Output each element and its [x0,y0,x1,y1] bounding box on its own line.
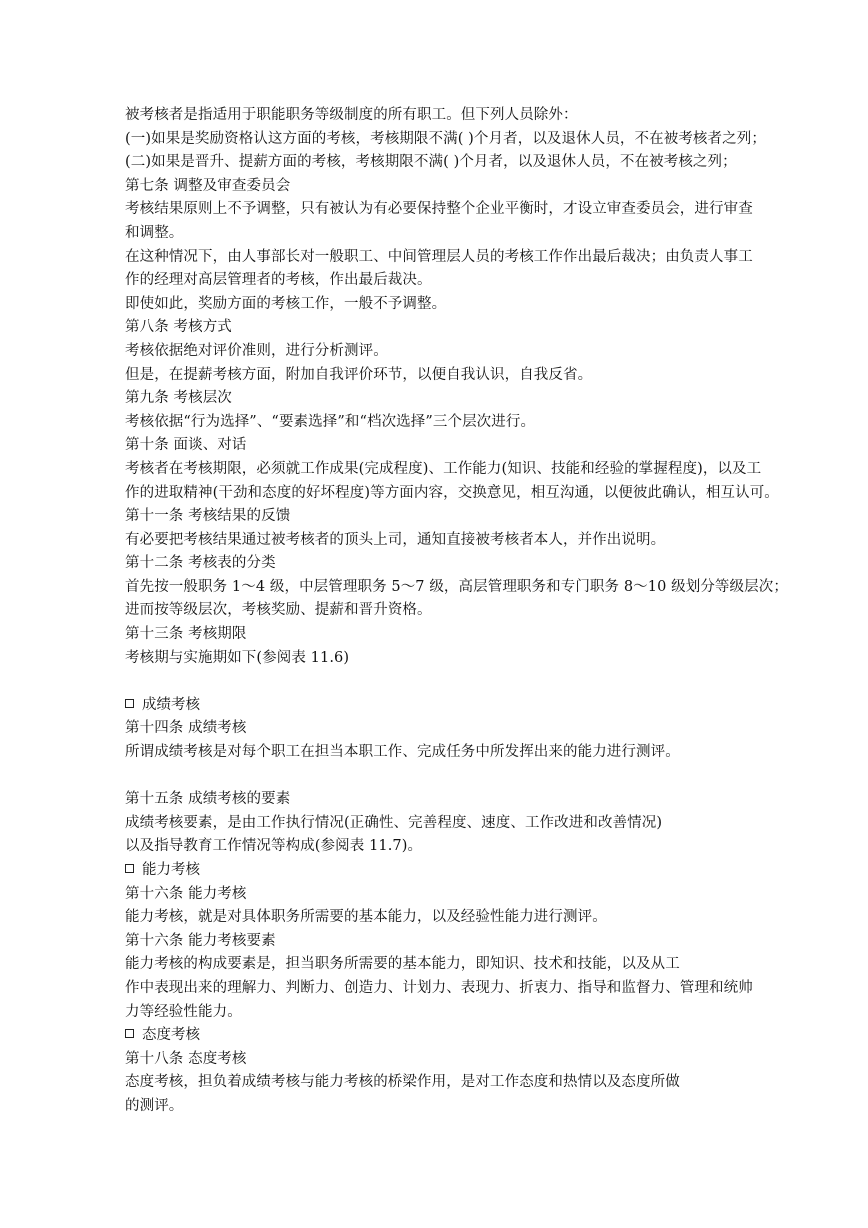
spacer [125,765,790,789]
article-heading: 第七条 调整及审查委员会 [125,177,291,194]
spacer [125,670,790,694]
section-heading-attitude [125,1024,790,1048]
text-line: 能力考核的构成要素是，担当职务所需要的基本能力，即知识、技术和技能，以及从工 [125,956,680,973]
article-heading: 第十四条 成绩考核 [125,720,247,737]
square-bullet-icon [125,864,134,873]
article-heading: 第十一条 考核结果的反馈 [125,508,291,525]
document-body [125,104,790,1119]
text-line: 考核依据绝对评价准则，进行分析测评。 [125,342,388,359]
text-line: 所谓成绩考核是对每个职工在担当本职工作、完成任务中所发挥出来的能力进行测评。 [125,744,680,761]
text-line: 考核结果原则上不予调整，只有被认为有必要保持整个企业平衡时，才设立审查委员会，进行审查 [125,201,753,218]
section-heading-achievement [125,694,790,718]
text-line: 进而按等级层次，考核奖励、提薪和晋升资格。 [125,602,432,619]
text-line: (一)如果是奖励资格认这方面的考核，考核期限不满( )个月者，以及退休人员，不在被考核者之列； [125,130,766,147]
article-heading: 第十八条 态度考核 [125,1050,247,1067]
text-line: 即使如此，奖励方面的考核工作，一般不予调整。 [125,295,447,312]
square-bullet-icon [125,1029,134,1038]
section-heading-label: 能力考核 [142,862,200,878]
article-heading: 第十三条 考核期限 [125,626,247,643]
section-heading-ability [125,859,790,883]
text-line: 作的经理对高层管理者的考核，作出最后裁决。 [125,272,432,289]
article-heading: 第八条 考核方式 [125,319,232,336]
text-line: 但是，在提薪考核方面，附加自我评价环节，以便自我认识，自我反省。 [125,366,593,383]
text-line: 作的进取精神(干劲和态度的好坏程度)等方面内容，交换意见，相互沟通，以便彼此确认，相互认可。 [125,484,779,501]
text-line: 和调整。 [125,224,184,241]
section-heading-label: 态度考核 [142,1027,200,1044]
article-heading: 第十二条 考核表的分类 [125,555,276,572]
text-line: 的测评。 [125,1097,184,1114]
article-heading: 第十六条 能力考核 [125,885,247,902]
article-heading: 第九条 考核层次 [125,390,232,407]
section-heading-label: 成绩考核 [142,696,200,713]
text-line: 态度考核，担负着成绩考核与能力考核的桥梁作用，是对工作态度和热情以及态度所做 [125,1074,680,1091]
text-line: 在这种情况下，由人事部长对一般职工、中间管理层人员的考核工作作出最后裁决；由负责人事工 [125,248,753,265]
text-line: 被考核者是指适用于职能职务等级制度的所有职工。但下列人员除外： [125,107,578,123]
text-line: 首先按一般职务 1～4 级，中层管理职务 5～7 级，高层管理职务和专门职务 8～10 级划分等级层次； [125,578,788,595]
text-line: 考核依据“行为选择”、“要素选择”和“档次选择”三个层次进行。 [125,413,536,430]
article-heading: 第十五条 成绩考核的要素 [125,791,291,808]
text-line: (二)如果是晋升、提薪方面的考核，考核期限不满( )个月者，以及退休人员，不在被考核之列； [125,154,737,171]
text-line: 考核期与实施期如下(参阅表 11.6) [125,649,350,666]
text-line: 作中表现出来的理解力、判断力、创造力、计划力、表现力、折衷力、指导和监督力、管理和统帅 [125,979,753,996]
square-bullet-icon [125,699,134,708]
text-line: 有必要把考核结果通过被考核者的顶头上司，通知直接被考核者本人，并作出说明。 [125,531,666,548]
text-line: 考核者在考核期限，必须就工作成果(完成程度)、工作能力(知识、技能和经验的掌握程度)，以及工 [125,460,762,477]
text-line: 能力考核，就是对具体职务所需要的基本能力，以及经验性能力进行测评。 [125,909,607,926]
article-heading: 第十六条 能力考核要素 [125,932,276,949]
text-line: 成绩考核要素，是由工作执行情况(正确性、完善程度、速度、工作改进和改善情况) [125,814,663,831]
article-heading: 第十条 面谈、对话 [125,437,247,454]
text-line: 力等经验性能力。 [125,1003,242,1020]
text-line: 以及指导教育工作情况等构成(参阅表 11.7)。 [125,838,423,855]
